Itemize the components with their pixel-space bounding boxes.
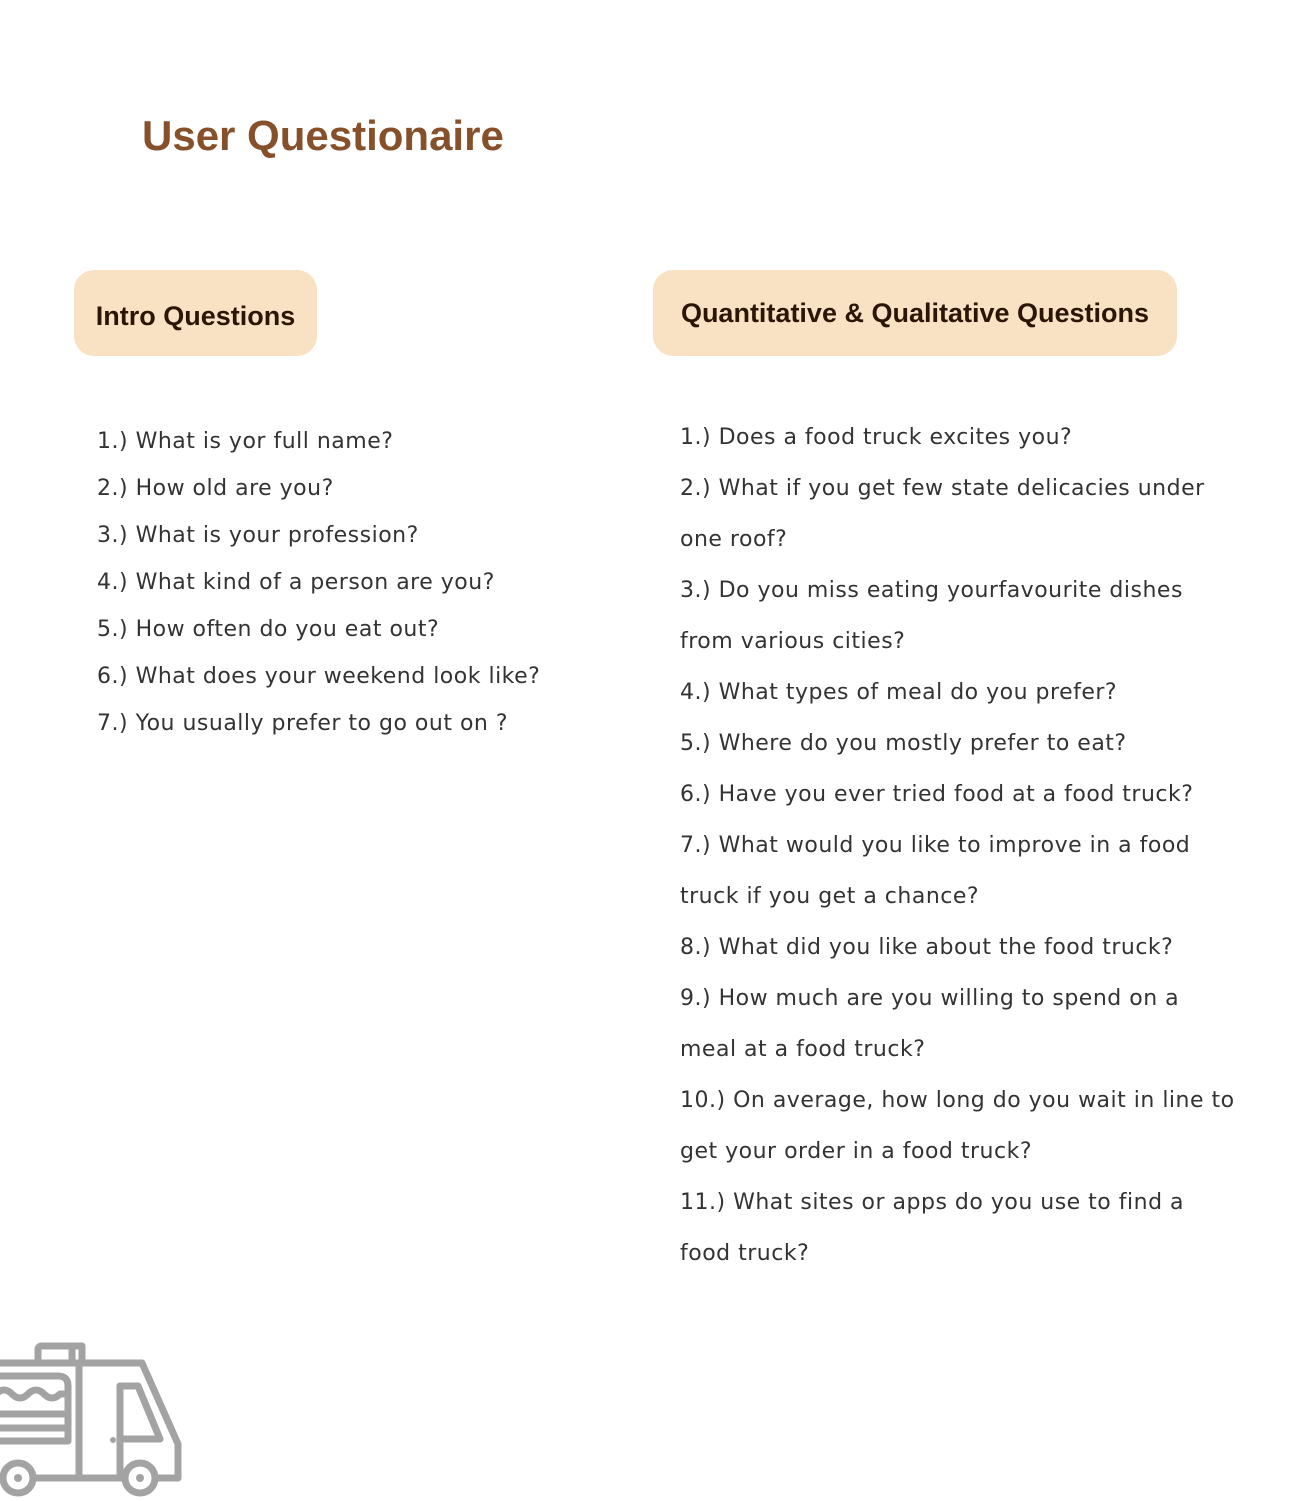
intro-question: 4.) What kind of a person are you? — [97, 570, 495, 595]
quant-question: 4.) What types of meal do you prefer? — [680, 680, 1118, 705]
intro-question: 1.) What is yor full name? — [97, 429, 394, 454]
quant-question: 1.) Does a food truck excites you? — [680, 425, 1073, 450]
intro-questions-heading: Intro Questions — [74, 270, 317, 356]
intro-question: 6.) What does your weekend look like? — [97, 664, 541, 689]
intro-question: 3.) What is your profession? — [97, 523, 419, 548]
intro-question: 7.) You usually prefer to go out on ? — [97, 711, 509, 736]
intro-questions-list — [97, 418, 617, 747]
quant-question: 6.) Have you ever tried food at a food truck? — [680, 782, 1194, 807]
food-truck-icon — [0, 1336, 190, 1501]
quant-question: 10.) On average, how long do you wait in line to get your order in a food truck? — [680, 1088, 1235, 1164]
intro-question: 5.) How often do you eat out? — [97, 617, 440, 642]
quant-qual-questions-list — [680, 412, 1240, 1279]
quant-question: 3.) Do you miss eating yourfavourite dishes from various cities? — [680, 578, 1183, 654]
quant-question: 8.) What did you like about the food truck? — [680, 935, 1174, 960]
quant-question: 9.) How much are you willing to spend on a meal at a food truck? — [680, 986, 1180, 1062]
intro-question: 2.) How old are you? — [97, 476, 334, 501]
quant-question: 2.) What if you get few state delicacies under one roof? — [680, 476, 1205, 552]
quant-question: 7.) What would you like to improve in a food truck if you get a chance? — [680, 833, 1191, 909]
quant-question: 11.) What sites or apps do you use to find a food truck? — [680, 1190, 1185, 1266]
quant-question: 5.) Where do you mostly prefer to eat? — [680, 731, 1127, 756]
page-title: User Questionaire — [142, 112, 504, 159]
quant-qual-questions-heading: Quantitative & Qualitative Questions — [653, 270, 1177, 356]
